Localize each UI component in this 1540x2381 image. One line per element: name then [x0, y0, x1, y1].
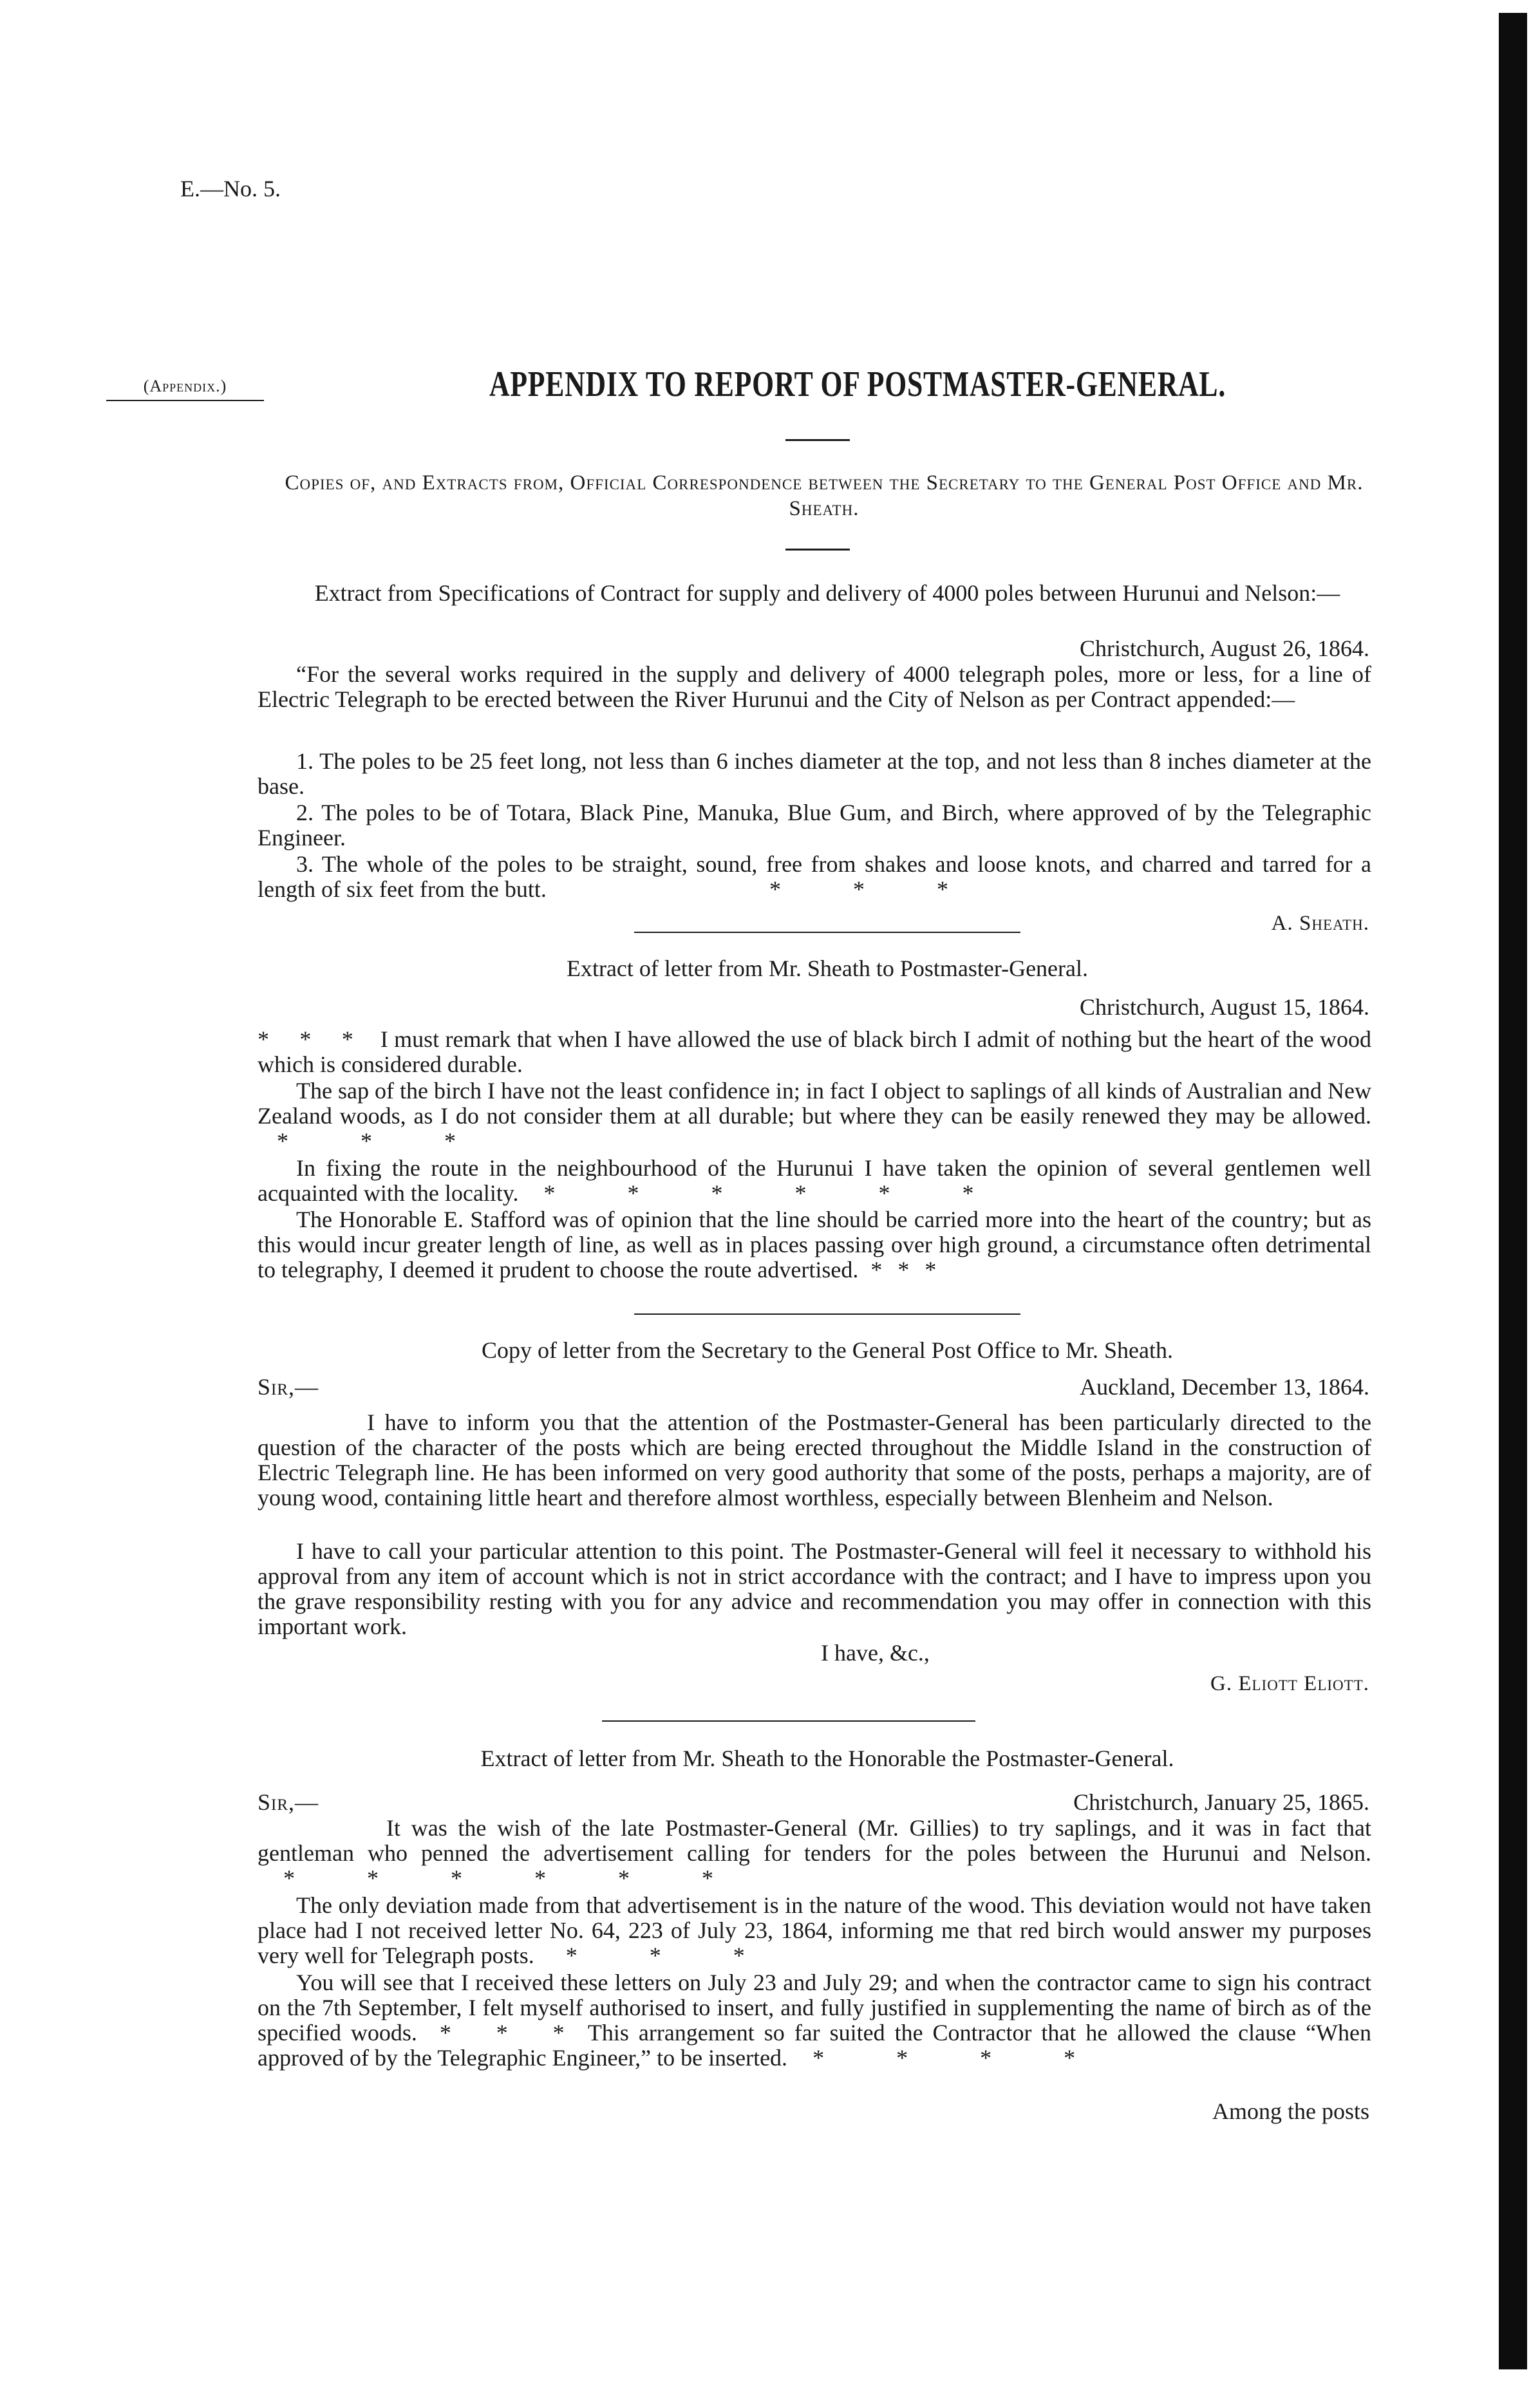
appendix-label: (Appendix.) — [106, 377, 264, 401]
letter2-date: Auckland, December 13, 1864. — [1080, 1374, 1369, 1400]
letter2-paragraph-1: I have to inform you that the attention of the Postmaster-General has been particularly directed to the question of the character of the posts which are being erected throughout the Middle Island in the construction of Electric Telegraph line. He has been informed on very good authority that some of the posts, perhaps a majority, are of young wood, containing little heart and therefore almost worthless, especially between Blenheim and Nelson. — [258, 1409, 1371, 1510]
letter3-p2-stars: * * * — [565, 1943, 746, 1968]
letter2-salutation: Sir,— — [258, 1374, 319, 1400]
page-title: APPENDIX TO REPORT OF POSTMASTER-GENERAL. — [489, 364, 1226, 404]
letter3-heading: Extract of letter from Mr. Sheath to the Honorable the Postmaster-General. — [480, 1746, 1174, 1771]
spec-intro: “For the several works required in the supply and delivery of 4000 telegraph poles, more or less, for a line of Electric Telegraph to be erected between the River Hurunui and the City of Nelson as per Contract appended:— — [258, 661, 1371, 712]
subtitle-rule — [785, 549, 850, 551]
letter2-closing: I have, &c., — [821, 1640, 930, 1666]
letter2-heading: Copy of letter from the Secretary to the General Post Office to Mr. Sheath. — [481, 1337, 1174, 1363]
letter1-p4-stars: * * * — [870, 1257, 938, 1283]
letter3-p2-text: The only deviation made from that advertisement is in the nature of the wood. This deviation would not have taken place had I not received letter No. 64, 223 of July 23, 1864, informing me that red birch would answer my purposes very well for Telegraph posts. — [258, 1892, 1371, 1968]
letter1-paragraph-1 — [258, 1027, 1371, 1077]
catchword: Among the posts — [1212, 2098, 1369, 2124]
spec-item-3-stars: * * * — [769, 876, 950, 902]
page-subtitle: Copies of, and Extracts from, Official Correspondence between the Secretary to the General Post Office and Mr. Sheath. — [285, 471, 1364, 520]
scan-edge-bar — [1499, 13, 1527, 2369]
section-rule-3 — [602, 1720, 975, 1722]
section-rule-1 — [634, 932, 1020, 933]
spec-date: Christchurch, August 26, 1864. — [1080, 635, 1369, 661]
letter2-paragraph-2: I have to call your particular attention to this point. The Postmaster-General will feel it necessary to withhold his approval from any item of account which is not in strict accordance with the contract; and I have to impress upon you the grave responsibility resting with you for any advice and recommendation you may offer in connection with this important work. — [258, 1538, 1371, 1639]
letter1-p2-text: The sap of the birch I have not the least confidence in; in fact I object to saplings of all kinds of Australian and New Zealand woods, as I do not consider them at all durable; but where they can be easily renewed they may be allowed. — [258, 1078, 1371, 1129]
letter3-p1-stars: * * * * * * — [283, 1865, 715, 1891]
letter3-p3-text: You will see that I received these letters on July 23 and July 29; and when the contractor came to sign his contract on the 7th September, I felt myself authorised to insert, and fully justified in supplementing the name of birch as of the specified woods. — [258, 1970, 1371, 2046]
spec-item-3-text: 3. The whole of the poles to be straight, sound, free from shakes and loose knots, and charred and tarred for a length of six feet from the butt. — [258, 851, 1371, 902]
spec-heading: Extract from Specifications of Contract for supply and delivery of 4000 poles between Hurunui and Nelson:— — [314, 580, 1340, 606]
letter3-paragraph-2 — [258, 1893, 1371, 1968]
spec-signature: A. Sheath. — [1271, 912, 1369, 935]
letter1-heading: Extract of letter from Mr. Sheath to Postmaster-General. — [566, 955, 1089, 981]
letter3-paragraph-1 — [258, 1816, 1371, 1891]
letter1-p4-text: The Honorable E. Stafford was of opinion that the line should be carried more into the heart of the country; but as this would incur greater length of line, as well as in places passing over high ground, a circumstance often detrimental to telegraphy, I deemed it prudent to choose the route advertised. — [258, 1207, 1371, 1283]
letter3-p3-stars: * * * — [439, 2020, 566, 2046]
spec-item-1: 1. The poles to be 25 feet long, not less than 6 inches diameter at the top, and not less than 8 inches diameter at the base. — [258, 748, 1371, 799]
letter3-date: Christchurch, January 25, 1865. — [1073, 1789, 1369, 1815]
letter2-signature: G. Eliott Eliott. — [1210, 1672, 1369, 1695]
letter1-p3-text: In fixing the route in the neighbourhood of the Hurunui I have taken the opinion of several gentlemen well acquainted with the locality. — [258, 1155, 1371, 1206]
letter1-paragraph-2 — [258, 1078, 1371, 1154]
letter1-p1-text: I must remark that when I have allowed the use of black birch I admit of nothing but the heart of the wood which is considered durable. — [258, 1026, 1372, 1077]
letter1-p2-stars: * * * — [277, 1128, 457, 1154]
letter3-p3-continuation-stars: * * * * — [812, 2045, 1077, 2071]
letter3-p1-text: It was the wish of the late Postmaster-General (Mr. Gillies) to try saplings, and it was in fact that gentleman who penned the advertisement calling for tenders for the poles between the Hurunui and Nelson. — [258, 1815, 1371, 1866]
document-reference: E.—No. 5. — [180, 176, 281, 202]
letter3-paragraph-3 — [258, 1970, 1371, 2071]
letter1-p3-stars: * * * * * * — [543, 1180, 975, 1206]
letter3-p3-continuation: This arrangement so far suited the Contractor that he allowed the clause “When approved of by the Telegraphic Engineer,” to be inserted. — [258, 2020, 1372, 2071]
letter1-date: Christchurch, August 15, 1864. — [1080, 994, 1369, 1020]
spec-item-2: 2. The poles to be of Totara, Black Pine, Manuka, Blue Gum, and Birch, where approved of by the Telegraphic Engineer. — [258, 800, 1371, 851]
letter1-paragraph-4 — [258, 1207, 1371, 1283]
section-rule-2 — [634, 1313, 1020, 1315]
title-rule — [785, 439, 850, 441]
letter1-paragraph-3 — [258, 1156, 1371, 1206]
letter1-p1-stars: * * * — [258, 1026, 355, 1052]
letter3-salutation: Sir,— — [258, 1789, 319, 1815]
